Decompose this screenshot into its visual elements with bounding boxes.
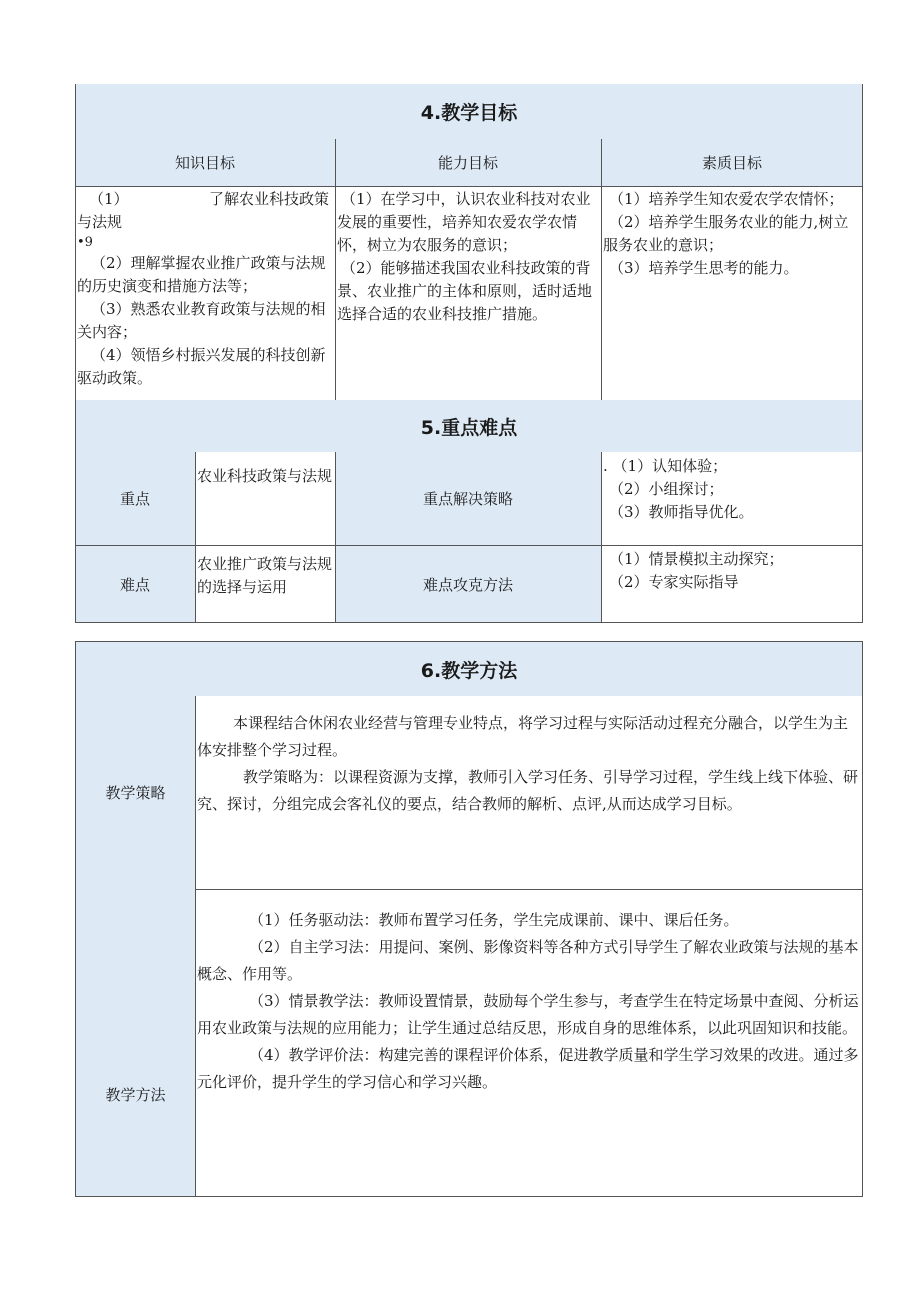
section5-title-text: 5.重点难点 bbox=[420, 416, 518, 439]
method-paragraph: （2）自主学习法：用提问、案例、影像资料等各种方式引导学生了解农业政策与法规的基本概念、作用等。 bbox=[197, 938, 859, 983]
difficulty-methods bbox=[601, 545, 863, 623]
quality-item-2: （2）培养学生服务农业的能力,树立服务农业的意识； bbox=[603, 213, 849, 254]
knowledge-item-1: （1） 了解农业科技政策 bbox=[89, 190, 329, 208]
section4-title bbox=[75, 84, 863, 139]
methods-table bbox=[75, 641, 863, 1197]
ability-objectives bbox=[335, 186, 601, 400]
col-header-knowledge: 知识目标 bbox=[75, 139, 335, 186]
section4-title-text: 4.教学目标 bbox=[420, 102, 518, 124]
section6-title bbox=[76, 642, 862, 696]
key-strategy-label: 重点解决策略 bbox=[335, 452, 601, 545]
table-divider bbox=[195, 696, 196, 1196]
method-paragraph: （1）任务驱动法：教师布置学习任务，学生完成课前、课中、课后任务。 bbox=[249, 911, 739, 929]
objectives-table bbox=[75, 84, 863, 623]
col-header-ability: 能力目标 bbox=[335, 139, 601, 186]
table-border bbox=[75, 84, 76, 623]
knowledge-objectives: （1） 了解农业科技政策 与法规 •9 （2）理解掌握农业推广政策与法规的历史演变和措施方法等； （3）熟悉农业教育政策与法规的相关内容； （4）领悟乡村振兴发展的科技创新驱动政策。 bbox=[75, 186, 335, 400]
key-strategy-item: （2）小组探讨； bbox=[609, 480, 724, 498]
difficulty-label: 难点 bbox=[75, 545, 195, 623]
table-divider bbox=[335, 452, 336, 623]
strategy-content bbox=[197, 710, 861, 818]
quality-item-1: （1）培养学生知农爱农学农情怀； bbox=[609, 190, 844, 208]
section5-title bbox=[75, 400, 863, 452]
col-header-quality: 素质目标 bbox=[601, 139, 863, 186]
knowledge-item-4: （4）领悟乡村振兴发展的科技创新驱动政策。 bbox=[77, 346, 326, 387]
strategy-label: 教学策略 教学方法 bbox=[76, 696, 195, 1196]
table-divider bbox=[335, 139, 336, 400]
method-paragraph: （3）情景教学法：教师设置情景，鼓励每个学生参与，考查学生在特定场景中查阅、分析运用农业政策与法规的应用能力；让学生通过总结反思，形成自身的思维体系，以此巩固知识和技能。 bbox=[197, 992, 859, 1037]
ability-item-1: （1）在学习中，认识农业科技对农业发展的重要性，培养知农爱农学农情怀，树立为农服务的意识； bbox=[337, 190, 591, 254]
table-divider bbox=[75, 186, 863, 187]
quality-item-3: （3）培养学生思考的能力。 bbox=[609, 259, 799, 277]
difficulty-method-item: （2）专家实际指导 bbox=[609, 573, 739, 591]
difficulty-method-label: 难点攻克方法 bbox=[335, 545, 601, 623]
table-divider bbox=[195, 452, 196, 623]
table-divider bbox=[601, 139, 602, 400]
knowledge-item-2: （2）理解掌握农业推广政策与法规的历史演变和措施方法等； bbox=[77, 254, 326, 295]
quality-objectives bbox=[601, 186, 863, 400]
difficulty-method-item: （1）情景模拟主动探究； bbox=[609, 550, 784, 568]
methods-content bbox=[197, 907, 861, 1096]
key-strategy-item: . （1）认知体验； bbox=[603, 457, 728, 475]
method-paragraph: （4）教学评价法：构建完善的课程评价体系，促进教学质量和学生学习效果的改进。通过多元化评价，提升学生的学习信心和学习兴趣。 bbox=[197, 1046, 859, 1091]
key-point-label: 重点 bbox=[75, 452, 195, 545]
difficulty-content: 农业推广政策与法规的选择与运用 bbox=[197, 555, 333, 596]
strategy-paragraph: 本课程结合休闲农业经营与管理专业特点，将学习过程与实际活动过程充分融合，以学生为主体安排整个学习过程。 bbox=[197, 714, 849, 759]
key-strategy-item: （3）教师指导优化。 bbox=[609, 503, 754, 521]
methods-label: 教学方法 bbox=[105, 1086, 166, 1104]
strategy-paragraph: 教学策略为：以课程资源为支撑，教师引入学习任务、引导学习过程，学生线上线下体验、研究、探讨，分组完成会客礼仪的要点，结合教师的解析、点评,从而达成学习目标。 bbox=[197, 768, 859, 813]
table-border bbox=[75, 622, 863, 623]
knowledge-item-3: （3）熟悉农业教育政策与法规的相关内容； bbox=[77, 300, 326, 341]
key-strategies bbox=[601, 452, 863, 545]
table-border bbox=[862, 84, 863, 623]
ability-item-2: （2）能够描述我国农业科技政策的背景、农业推广的主体和原则，适时适地选择合适的农业科技推广措施。 bbox=[337, 259, 593, 323]
section6-title-text: 6.教学方法 bbox=[420, 659, 518, 682]
key-point-content: 农业科技政策与法规 bbox=[197, 467, 333, 485]
table-divider bbox=[601, 452, 602, 623]
table-divider bbox=[195, 889, 862, 890]
table-divider bbox=[75, 545, 863, 546]
